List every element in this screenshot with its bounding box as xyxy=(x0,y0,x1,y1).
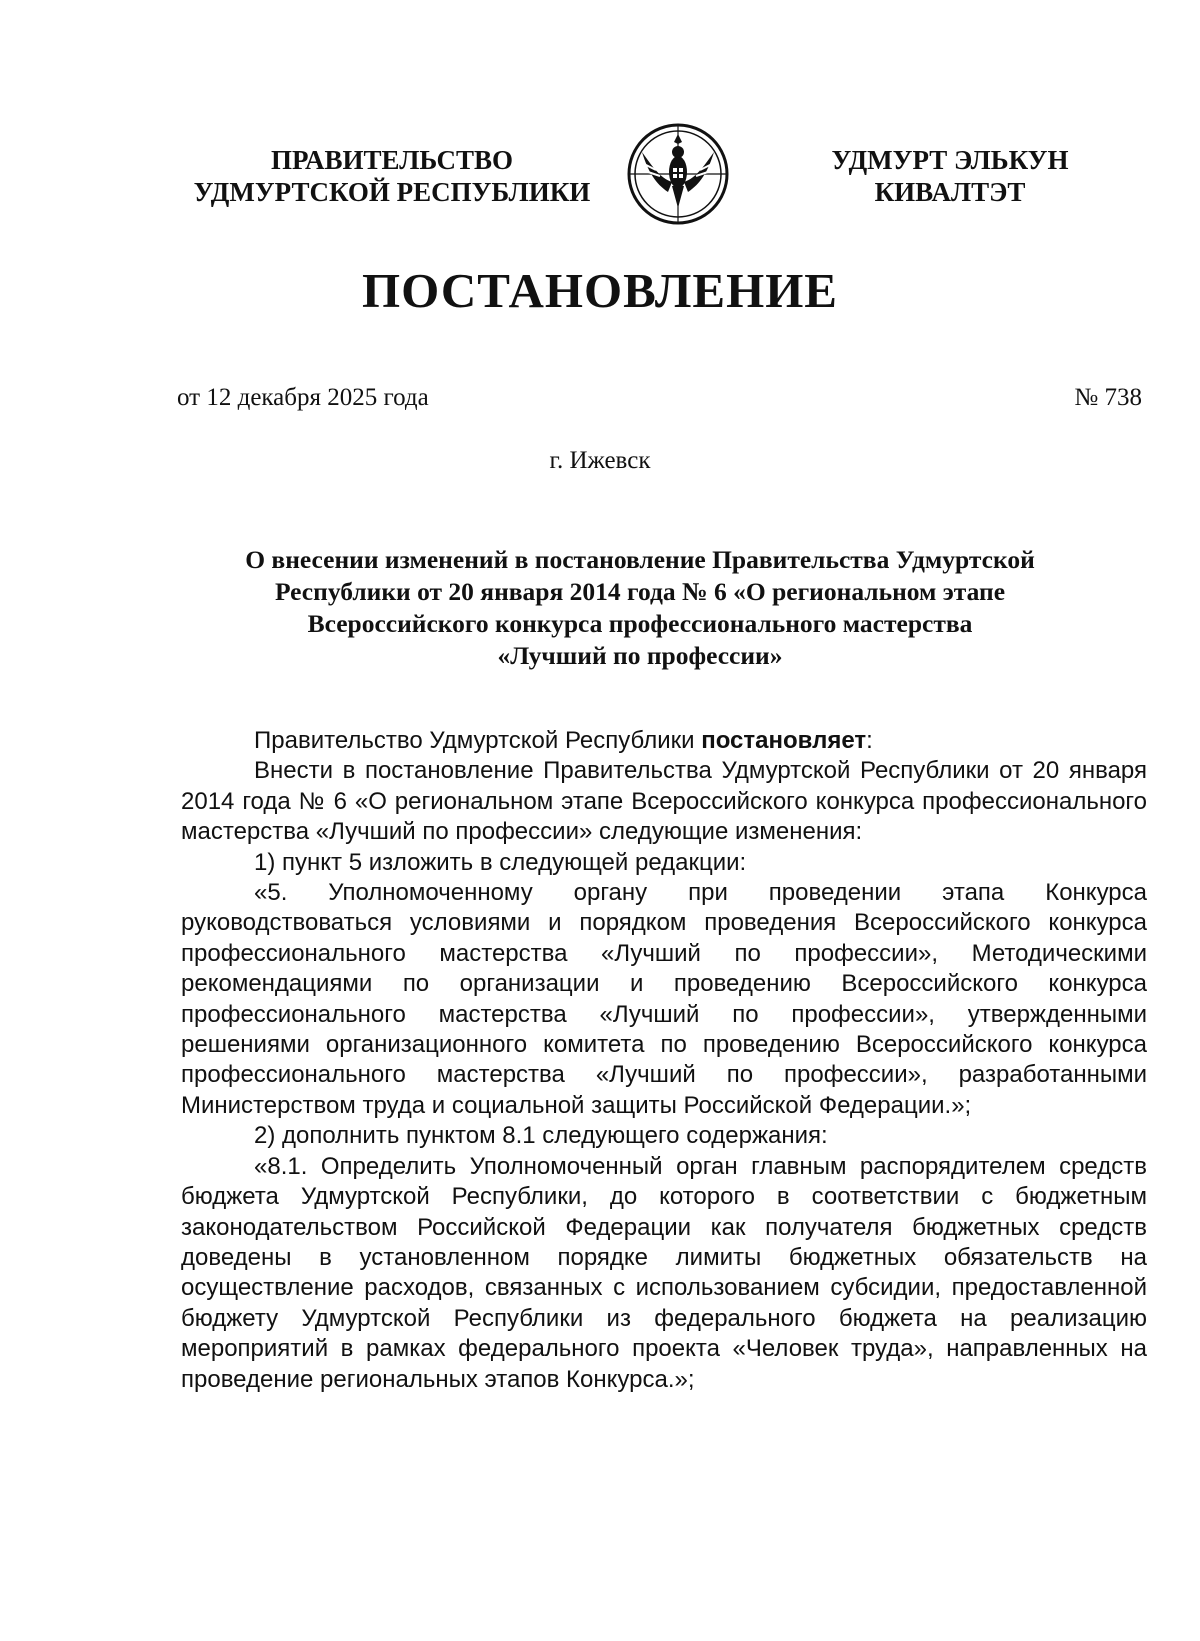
header-right-udmurt xyxy=(815,144,1085,208)
intro-paragraph xyxy=(181,726,1147,756)
coat-of-arms-icon xyxy=(626,122,730,226)
document-body xyxy=(181,726,1147,1395)
paragraph-5: «8.1. Определить Уполномоченный орган главным распорядителем средств бюджета Удмуртской Республики, до которого в соответствии с бюджетным законодательством Российской Федерации как получателя бюджетных средств доведены в установленном порядке лимиты бюджетных обязательств на осуществление расходов, связанных с использованием субсидии, предоставленной бюджету Удмуртской Республики из федерального бюджета на реализацию мероприятий в рамках федерального проекта «Человек труда», направленных на проведение региональных этапов Конкурса.»; xyxy=(181,1152,1147,1393)
subject-line-3: Всероссийского конкурса профессионального мастерства xyxy=(307,609,973,638)
subject-line-2: Республики от 20 января 2014 года № 6 «О региональном этапе xyxy=(274,577,1006,606)
document-title: ПОСТАНОВЛЕНИЕ xyxy=(362,263,838,318)
document-number: № 738 xyxy=(1074,384,1142,411)
intro-keyword: постановляет xyxy=(701,727,867,754)
document-subject xyxy=(180,544,1100,672)
intro-colon: : xyxy=(866,727,873,754)
document-city: г. Ижевск xyxy=(549,447,651,474)
paragraph-1: Внести в постановление Правительства Удмуртской Республики от 20 января 2014 года № 6 «О региональном этапе Всероссийского конкурса профессионального мастерства «Лучший по профессии» следующие изменения: xyxy=(181,757,1147,846)
header-right-line2: КИВАЛТЭТ xyxy=(874,177,1026,207)
paragraph-4: 2) дополнить пунктом 8.1 следующего содержания: xyxy=(254,1122,828,1150)
subject-line-4: «Лучший по профессии» xyxy=(497,641,783,670)
paragraph-3: «5. Уполномоченному органу при проведении этапа Конкурса руководствоваться условиями и порядком проведения Всероссийского конкурса профессионального мастерства «Лучший по профессии», Методическими рекомендациями по организации и проведению Всероссийского конкурса профессионального мастерства «Лучший по профессии», утвержденными решениями организационного комитета по проведению Всероссийского конкурса профессионального мастерства «Лучший по профессии», разработанными Министерством труда и социальной защиты Российской Федерации.»; xyxy=(181,879,1147,1119)
subject-line-1: О внесении изменений в постановление Правительства Удмуртской xyxy=(245,545,1035,574)
header-left-line1: ПРАВИТЕЛЬСТВО xyxy=(270,145,514,175)
paragraph-2: 1) пункт 5 изложить в следующей редакции: xyxy=(254,848,747,876)
intro-text: Правительство Удмуртской Республики xyxy=(254,727,702,754)
header-left-line2: УДМУРТСКОЙ РЕСПУБЛИКИ xyxy=(193,177,591,207)
document-date: от 12 декабря 2025 года xyxy=(177,384,429,411)
header-right-line1: УДМУРТ ЭЛЬКУН xyxy=(831,145,1069,175)
header-left-russian xyxy=(172,144,612,208)
